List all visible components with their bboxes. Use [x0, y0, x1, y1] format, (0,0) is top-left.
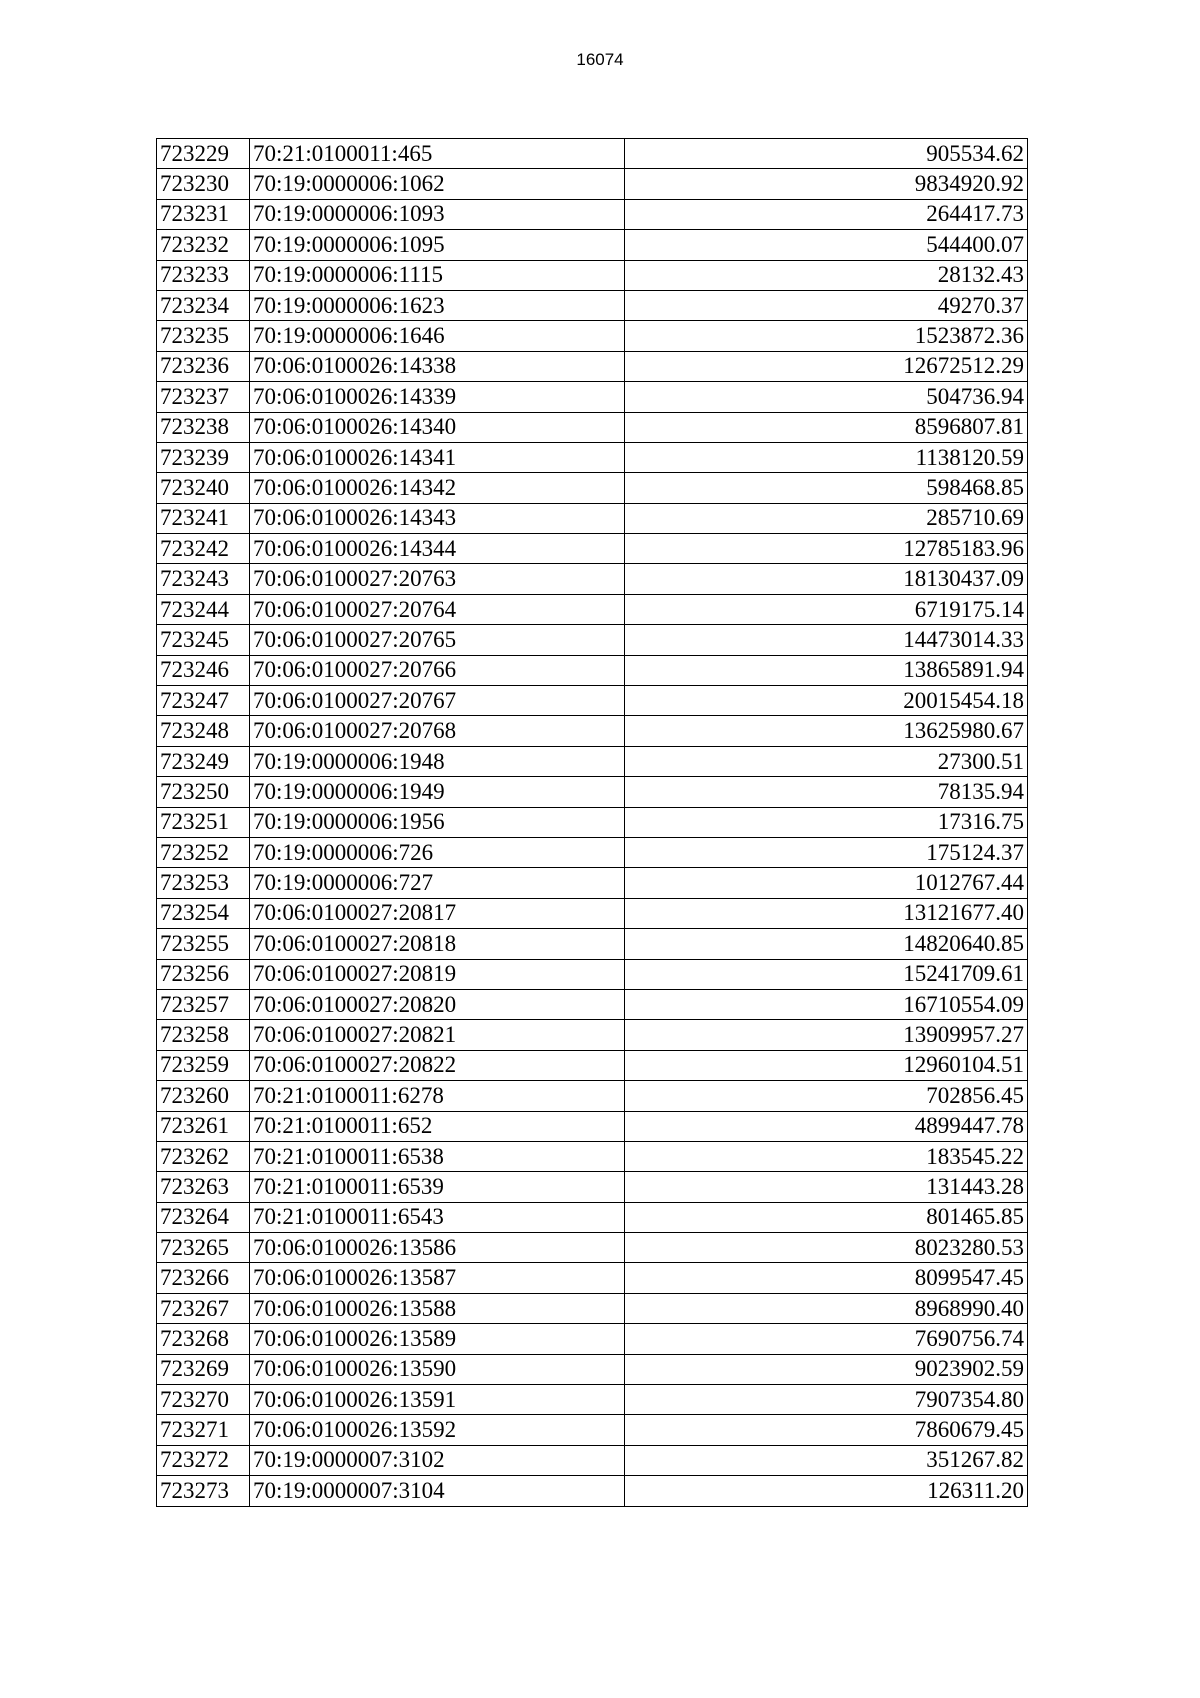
cadastral-number-cell: 70:06:0100026:14344: [250, 534, 625, 564]
row-number-cell: 723249: [157, 746, 250, 776]
value-cell: 8099547.45: [625, 1263, 1028, 1293]
table-row: [157, 260, 1028, 290]
cadastral-number-cell: 70:06:0100027:20764: [250, 594, 625, 624]
table-row: [157, 1385, 1028, 1415]
row-number-cell: 723245: [157, 625, 250, 655]
row-number-cell: 723241: [157, 503, 250, 533]
table-row: [157, 807, 1028, 837]
value-cell: 49270.37: [625, 290, 1028, 320]
row-number-cell: 723251: [157, 807, 250, 837]
row-number-cell: 723239: [157, 442, 250, 472]
table-row: [157, 1476, 1028, 1506]
value-cell: 15241709.61: [625, 959, 1028, 989]
value-cell: 14820640.85: [625, 929, 1028, 959]
table-row: [157, 929, 1028, 959]
cadastral-number-cell: 70:06:0100027:20822: [250, 1050, 625, 1080]
value-cell: 13909957.27: [625, 1020, 1028, 1050]
row-number-cell: 723270: [157, 1385, 250, 1415]
row-number-cell: 723246: [157, 655, 250, 685]
value-cell: 1012767.44: [625, 868, 1028, 898]
table-row: [157, 1141, 1028, 1171]
table-row: [157, 959, 1028, 989]
value-cell: 175124.37: [625, 837, 1028, 867]
row-number-cell: 723235: [157, 321, 250, 351]
cadastral-number-cell: 70:06:0100026:14339: [250, 382, 625, 412]
cadastral-number-cell: 70:19:0000007:3104: [250, 1476, 625, 1506]
cadastral-number-cell: 70:21:0100011:6278: [250, 1081, 625, 1111]
row-number-cell: 723260: [157, 1081, 250, 1111]
value-cell: 20015454.18: [625, 686, 1028, 716]
row-number-cell: 723266: [157, 1263, 250, 1293]
cadastral-number-cell: 70:19:0000006:1062: [250, 169, 625, 199]
row-number-cell: 723250: [157, 777, 250, 807]
row-number-cell: 723232: [157, 230, 250, 260]
value-cell: 28132.43: [625, 260, 1028, 290]
value-cell: 13625980.67: [625, 716, 1028, 746]
table-row: [157, 412, 1028, 442]
table-row: [157, 473, 1028, 503]
table-row: [157, 1233, 1028, 1263]
cadastral-number-cell: 70:21:0100011:652: [250, 1111, 625, 1141]
value-cell: 1523872.36: [625, 321, 1028, 351]
row-number-cell: 723231: [157, 199, 250, 229]
cadastral-number-cell: 70:06:0100027:20817: [250, 898, 625, 928]
cadastral-number-cell: 70:06:0100026:13586: [250, 1233, 625, 1263]
table-row: [157, 1202, 1028, 1232]
table-row: [157, 382, 1028, 412]
value-cell: 544400.07: [625, 230, 1028, 260]
cadastral-number-cell: 70:06:0100026:13589: [250, 1324, 625, 1354]
cadastral-number-cell: 70:06:0100027:20768: [250, 716, 625, 746]
table-row: [157, 625, 1028, 655]
row-number-cell: 723272: [157, 1445, 250, 1475]
value-cell: 9834920.92: [625, 169, 1028, 199]
table-row: [157, 169, 1028, 199]
value-cell: 9023902.59: [625, 1354, 1028, 1384]
table-row: [157, 534, 1028, 564]
cadastral-number-cell: 70:19:0000006:1093: [250, 199, 625, 229]
row-number-cell: 723263: [157, 1172, 250, 1202]
value-cell: 4899447.78: [625, 1111, 1028, 1141]
value-cell: 702856.45: [625, 1081, 1028, 1111]
page-number: 16074: [576, 50, 624, 69]
value-cell: 12785183.96: [625, 534, 1028, 564]
cadastral-number-cell: 70:06:0100027:20765: [250, 625, 625, 655]
table-row: [157, 837, 1028, 867]
row-number-cell: 723229: [157, 139, 250, 169]
table-row: [157, 655, 1028, 685]
row-number-cell: 723242: [157, 534, 250, 564]
cadastral-number-cell: 70:06:0100027:20821: [250, 1020, 625, 1050]
cadastral-number-cell: 70:06:0100027:20819: [250, 959, 625, 989]
row-number-cell: 723262: [157, 1141, 250, 1171]
value-cell: 801465.85: [625, 1202, 1028, 1232]
value-cell: 6719175.14: [625, 594, 1028, 624]
cadastral-number-cell: 70:06:0100026:13587: [250, 1263, 625, 1293]
row-number-cell: 723234: [157, 290, 250, 320]
row-number-cell: 723238: [157, 412, 250, 442]
table-row: [157, 1415, 1028, 1445]
row-number-cell: 723271: [157, 1415, 250, 1445]
row-number-cell: 723269: [157, 1354, 250, 1384]
row-number-cell: 723273: [157, 1476, 250, 1506]
table-row: [157, 290, 1028, 320]
value-cell: 1138120.59: [625, 442, 1028, 472]
row-number-cell: 723259: [157, 1050, 250, 1080]
cadastral-number-cell: 70:19:0000006:727: [250, 868, 625, 898]
value-cell: 183545.22: [625, 1141, 1028, 1171]
table-row: [157, 1445, 1028, 1475]
row-number-cell: 723240: [157, 473, 250, 503]
value-cell: 14473014.33: [625, 625, 1028, 655]
value-cell: 7690756.74: [625, 1324, 1028, 1354]
table-row: [157, 594, 1028, 624]
cadastral-number-cell: 70:06:0100026:14342: [250, 473, 625, 503]
cadastral-number-cell: 70:06:0100027:20820: [250, 989, 625, 1019]
cadastral-number-cell: 70:06:0100026:13588: [250, 1293, 625, 1323]
value-cell: 17316.75: [625, 807, 1028, 837]
row-number-cell: 723237: [157, 382, 250, 412]
row-number-cell: 723256: [157, 959, 250, 989]
value-cell: 16710554.09: [625, 989, 1028, 1019]
value-cell: 13121677.40: [625, 898, 1028, 928]
row-number-cell: 723267: [157, 1293, 250, 1323]
row-number-cell: 723244: [157, 594, 250, 624]
table-row: [157, 898, 1028, 928]
table-row: [157, 1172, 1028, 1202]
value-cell: 12960104.51: [625, 1050, 1028, 1080]
value-cell: 13865891.94: [625, 655, 1028, 685]
table-row: [157, 321, 1028, 351]
table-row: [157, 1293, 1028, 1323]
table-row: [157, 1081, 1028, 1111]
value-cell: 126311.20: [625, 1476, 1028, 1506]
row-number-cell: 723254: [157, 898, 250, 928]
cadastral-number-cell: 70:06:0100026:13590: [250, 1354, 625, 1384]
cadastral-number-cell: 70:19:0000006:1623: [250, 290, 625, 320]
table-row: [157, 503, 1028, 533]
table-row: [157, 1020, 1028, 1050]
value-cell: 78135.94: [625, 777, 1028, 807]
table-row: [157, 1354, 1028, 1384]
table-row: [157, 989, 1028, 1019]
row-number-cell: 723233: [157, 260, 250, 290]
table-row: [157, 1111, 1028, 1141]
value-cell: 7907354.80: [625, 1385, 1028, 1415]
cadastral-number-cell: 70:19:0000006:1949: [250, 777, 625, 807]
table-row: [157, 351, 1028, 381]
row-number-cell: 723264: [157, 1202, 250, 1232]
table-body: [157, 139, 1028, 1507]
table-row: [157, 230, 1028, 260]
value-cell: 264417.73: [625, 199, 1028, 229]
value-cell: 905534.62: [625, 139, 1028, 169]
row-number-cell: 723248: [157, 716, 250, 746]
value-cell: 12672512.29: [625, 351, 1028, 381]
cadastral-number-cell: 70:06:0100026:14341: [250, 442, 625, 472]
row-number-cell: 723236: [157, 351, 250, 381]
row-number-cell: 723258: [157, 1020, 250, 1050]
cadastral-number-cell: 70:19:0000007:3102: [250, 1445, 625, 1475]
value-cell: 598468.85: [625, 473, 1028, 503]
cadastral-value-table: [156, 138, 1028, 1507]
cadastral-number-cell: 70:06:0100027:20766: [250, 655, 625, 685]
table-row: [157, 686, 1028, 716]
cadastral-number-cell: 70:21:0100011:6538: [250, 1141, 625, 1171]
cadastral-number-cell: 70:21:0100011:6543: [250, 1202, 625, 1232]
table-row: [157, 1324, 1028, 1354]
table-row: [157, 777, 1028, 807]
cadastral-number-cell: 70:06:0100027:20818: [250, 929, 625, 959]
value-cell: 27300.51: [625, 746, 1028, 776]
value-cell: 504736.94: [625, 382, 1028, 412]
table-row: [157, 716, 1028, 746]
cadastral-number-cell: 70:19:0000006:1115: [250, 260, 625, 290]
cadastral-number-cell: 70:19:0000006:1646: [250, 321, 625, 351]
row-number-cell: 723257: [157, 989, 250, 1019]
row-number-cell: 723247: [157, 686, 250, 716]
value-cell: 131443.28: [625, 1172, 1028, 1202]
row-number-cell: 723255: [157, 929, 250, 959]
table-row: [157, 746, 1028, 776]
value-cell: 8023280.53: [625, 1233, 1028, 1263]
cadastral-number-cell: 70:06:0100026:14343: [250, 503, 625, 533]
cadastral-number-cell: 70:19:0000006:1095: [250, 230, 625, 260]
value-cell: 351267.82: [625, 1445, 1028, 1475]
table-row: [157, 564, 1028, 594]
cadastral-number-cell: 70:21:0100011:6539: [250, 1172, 625, 1202]
table-row: [157, 139, 1028, 169]
table-row: [157, 199, 1028, 229]
row-number-cell: 723252: [157, 837, 250, 867]
cadastral-number-cell: 70:06:0100026:14338: [250, 351, 625, 381]
value-cell: 285710.69: [625, 503, 1028, 533]
cadastral-number-cell: 70:19:0000006:726: [250, 837, 625, 867]
row-number-cell: 723253: [157, 868, 250, 898]
value-cell: 8968990.40: [625, 1293, 1028, 1323]
table-row: [157, 868, 1028, 898]
cadastral-number-cell: 70:21:0100011:465: [250, 139, 625, 169]
cadastral-number-cell: 70:19:0000006:1948: [250, 746, 625, 776]
row-number-cell: 723268: [157, 1324, 250, 1354]
value-cell: 18130437.09: [625, 564, 1028, 594]
cadastral-number-cell: 70:19:0000006:1956: [250, 807, 625, 837]
table-row: [157, 1263, 1028, 1293]
value-cell: 8596807.81: [625, 412, 1028, 442]
cadastral-number-cell: 70:06:0100026:13591: [250, 1385, 625, 1415]
value-cell: 7860679.45: [625, 1415, 1028, 1445]
row-number-cell: 723230: [157, 169, 250, 199]
row-number-cell: 723261: [157, 1111, 250, 1141]
cadastral-number-cell: 70:06:0100026:14340: [250, 412, 625, 442]
row-number-cell: 723243: [157, 564, 250, 594]
table-row: [157, 442, 1028, 472]
cadastral-number-cell: 70:06:0100026:13592: [250, 1415, 625, 1445]
cadastral-number-cell: 70:06:0100027:20763: [250, 564, 625, 594]
table-row: [157, 1050, 1028, 1080]
row-number-cell: 723265: [157, 1233, 250, 1263]
cadastral-number-cell: 70:06:0100027:20767: [250, 686, 625, 716]
